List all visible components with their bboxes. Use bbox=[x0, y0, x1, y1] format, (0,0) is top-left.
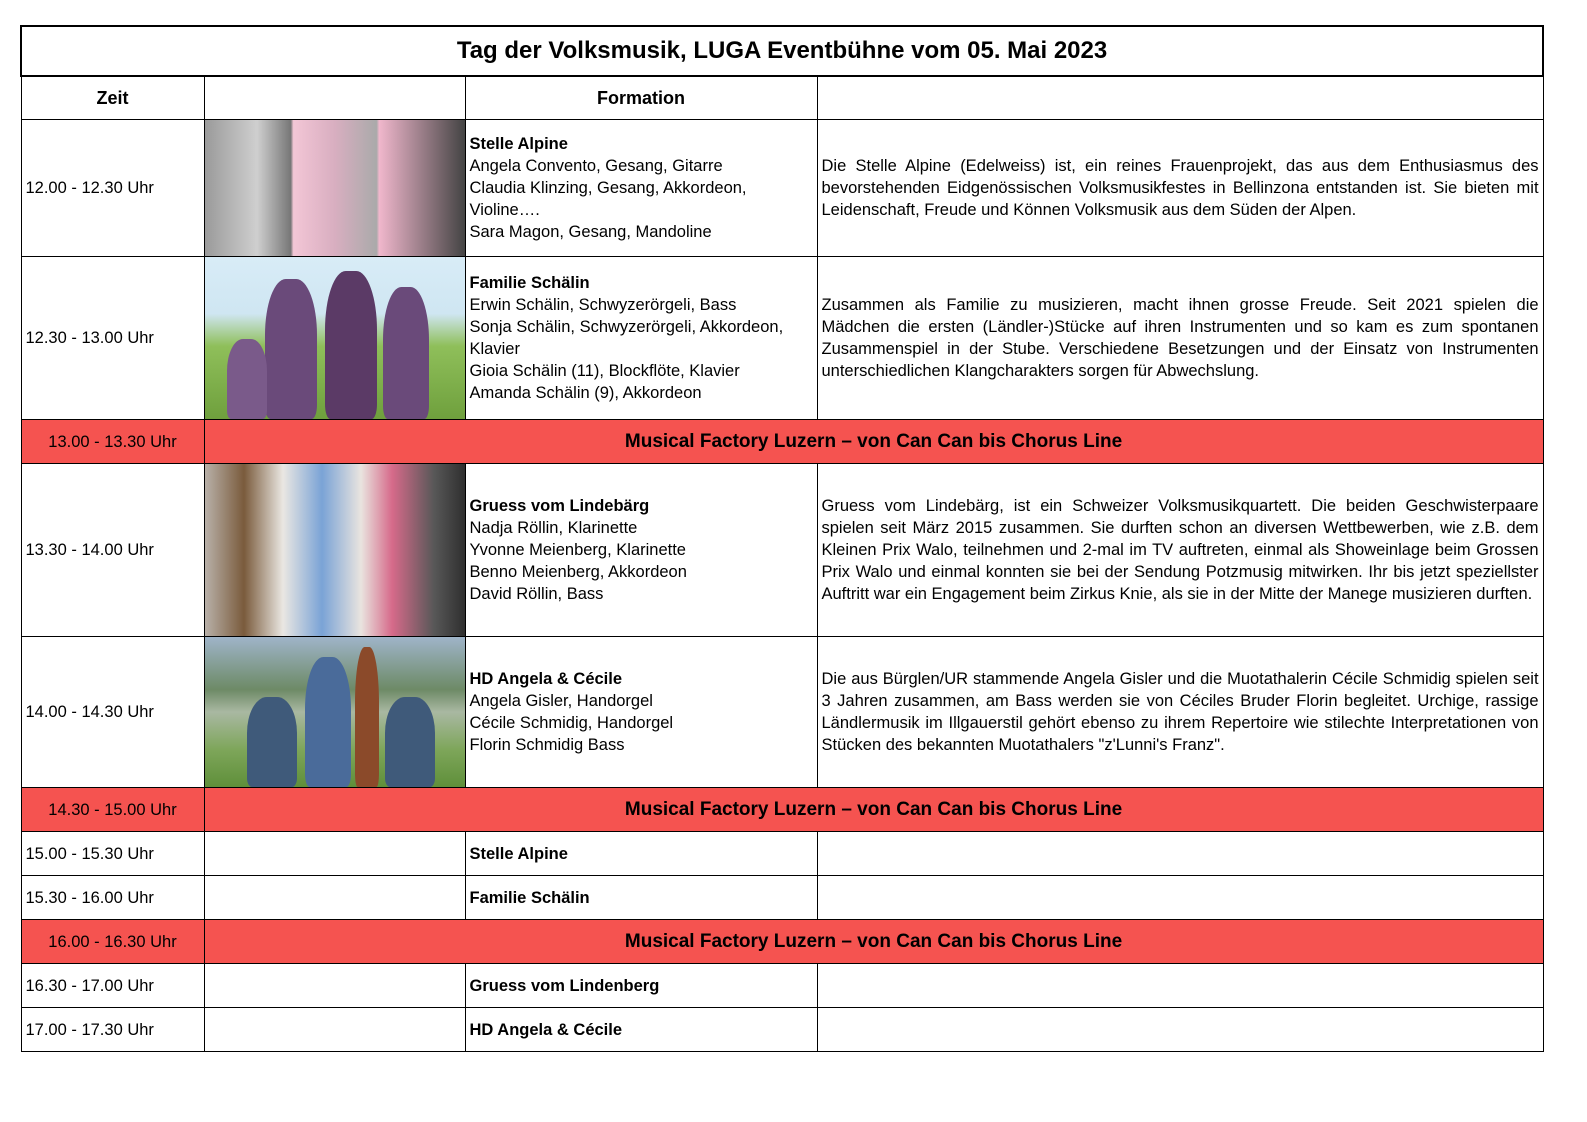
photo-cell bbox=[204, 637, 465, 788]
stelle-alpine-photo bbox=[205, 120, 465, 256]
formation-name: Familie Schälin bbox=[469, 274, 590, 292]
musical-factory-band bbox=[21, 420, 1543, 464]
header-zeit: Zeit bbox=[21, 76, 204, 120]
member-line: Sonja Schälin, Schwyzerörgeli, Akkordeon, Klavier bbox=[469, 318, 784, 358]
schedule-row bbox=[21, 876, 1543, 920]
photo-cell bbox=[204, 120, 465, 257]
schedule-row bbox=[21, 964, 1543, 1008]
empty-cell bbox=[817, 964, 1543, 1008]
description-cell: Gruess vom Lindebärg, ist ein Schweizer Volksmusikquartett. Die beiden Geschwisterpaare spielen seit März 2015 zusammen. Sie durften schon an diversen Wettbewerben, wie z.B. dem Kleinen Prix Walo, teilnehmen und 2-mal im TV auftreten, einmal als Showeinlage beim Grossen Prix Walo und einmal konnten sie bei der Sendung Potzmusig mitwirken. Ihr bis jetzt speziellster Auftritt war ein Engagement beim Zirkus Knie, als sie in der Mitte der Manege musizieren durften. bbox=[817, 464, 1543, 637]
schedule-row bbox=[21, 257, 1543, 420]
formation-name: Gruess vom Lindebärg bbox=[469, 497, 650, 515]
band-title: Musical Factory Luzern – von Can Can bis Chorus Line bbox=[204, 788, 1543, 832]
band-title: Musical Factory Luzern – von Can Can bis Chorus Line bbox=[204, 420, 1543, 464]
member-line: Yvonne Meienberg, Klarinette bbox=[469, 541, 686, 559]
empty-cell bbox=[204, 832, 465, 876]
time-cell: 16.30 - 17.00 Uhr bbox=[21, 964, 204, 1008]
member-line: Sara Magon, Gesang, Mandoline bbox=[469, 223, 712, 241]
band-time: 14.30 - 15.00 Uhr bbox=[21, 788, 204, 832]
member-line: Amanda Schälin (9), Akkordeon bbox=[469, 384, 702, 402]
photo-cell bbox=[204, 257, 465, 420]
empty-cell bbox=[817, 876, 1543, 920]
band-title: Musical Factory Luzern – von Can Can bis Chorus Line bbox=[204, 920, 1543, 964]
time-cell: 12.30 - 13.00 Uhr bbox=[21, 257, 204, 420]
empty-cell bbox=[204, 876, 465, 920]
description-cell: Die aus Bürglen/UR stammende Angela Gisler und die Muotathalerin Cécile Schmidig spielen seit 3 Jahren zusammen, am Bass werden sie von Céciles Bruder Florin begleitet. Urchige, rassige Ländlermusik im Illgauerstil gehört ebenso zu ihrem Repertoire wie stilechte Interpretationen von Stücken des bekannten Muotathalers "z'Lunni's Franz". bbox=[817, 637, 1543, 788]
member-line: Angela Convento, Gesang, Gitarre bbox=[469, 157, 723, 175]
empty-cell bbox=[817, 1008, 1543, 1052]
schedule-row bbox=[21, 832, 1543, 876]
schedule-row bbox=[21, 120, 1543, 257]
schedule-row bbox=[21, 464, 1543, 637]
formation-cell bbox=[465, 637, 817, 788]
member-line: Gioia Schälin (11), Blockflöte, Klavier bbox=[469, 362, 740, 380]
member-line: David Röllin, Bass bbox=[469, 585, 604, 603]
formation-name: Stelle Alpine bbox=[469, 135, 568, 153]
schedule-row bbox=[21, 1008, 1543, 1052]
time-cell: 17.00 - 17.30 Uhr bbox=[21, 1008, 204, 1052]
band-time: 13.00 - 13.30 Uhr bbox=[21, 420, 204, 464]
member-line: Cécile Schmidig, Handorgel bbox=[469, 714, 674, 732]
hd-angela-cecile-photo bbox=[205, 637, 465, 787]
member-line: Benno Meienberg, Akkordeon bbox=[469, 563, 687, 581]
formation-name: Familie Schälin bbox=[465, 876, 817, 920]
header-image bbox=[204, 76, 465, 120]
time-cell: 14.00 - 14.30 Uhr bbox=[21, 637, 204, 788]
formation-name: HD Angela & Cécile bbox=[465, 1008, 817, 1052]
empty-cell bbox=[817, 832, 1543, 876]
formation-name: Stelle Alpine bbox=[465, 832, 817, 876]
header-row bbox=[21, 76, 1543, 120]
formation-name: HD Angela & Cécile bbox=[469, 670, 623, 688]
empty-cell bbox=[204, 964, 465, 1008]
header-description bbox=[817, 76, 1543, 120]
formation-cell bbox=[465, 257, 817, 420]
time-cell: 12.00 - 12.30 Uhr bbox=[21, 120, 204, 257]
header-formation: Formation bbox=[465, 76, 817, 120]
formation-cell bbox=[465, 120, 817, 257]
description-cell: Die Stelle Alpine (Edelweiss) ist, ein reines Frauenprojekt, das aus dem Enthusiasmus des bevorstehenden Eidgenössischen Volksmusikfestes in Bellinzona entstanden ist. Sie bieten mit Leidenschaft, Freude und Können Volksmusik aus dem Süden der Alpen. bbox=[817, 120, 1543, 257]
time-cell: 15.00 - 15.30 Uhr bbox=[21, 832, 204, 876]
member-line: Nadja Röllin, Klarinette bbox=[469, 519, 638, 537]
musical-factory-band bbox=[21, 920, 1543, 964]
time-cell: 15.30 - 16.00 Uhr bbox=[21, 876, 204, 920]
formation-cell bbox=[465, 464, 817, 637]
photo-cell bbox=[204, 464, 465, 637]
band-time: 16.00 - 16.30 Uhr bbox=[21, 920, 204, 964]
schedule-table bbox=[20, 25, 1544, 1052]
familie-schaelin-photo bbox=[205, 257, 465, 419]
description-cell: Zusammen als Familie zu musizieren, macht ihnen grosse Freude. Seit 2021 spielen die Mädchen die ersten (Ländler-)Stücke auf ihren Instrumenten und so kam es zum spontanen Zusammenspiel in der Stube. Verschiedene Besetzungen und der Einsatz von Instrumenten unterschiedlichen Klangcharakters sorgen für Abwechslung. bbox=[817, 257, 1543, 420]
member-line: Claudia Klinzing, Gesang, Akkordeon, Violine…. bbox=[469, 179, 747, 219]
member-line: Florin Schmidig Bass bbox=[469, 736, 625, 754]
formation-name: Gruess vom Lindenberg bbox=[465, 964, 817, 1008]
page-title: Tag der Volksmusik, LUGA Eventbühne vom 05. Mai 2023 bbox=[21, 26, 1543, 76]
schedule-row bbox=[21, 637, 1543, 788]
musical-factory-band bbox=[21, 788, 1543, 832]
empty-cell bbox=[204, 1008, 465, 1052]
gruess-vom-lindebaerg-photo bbox=[205, 464, 465, 636]
member-line: Angela Gisler, Handorgel bbox=[469, 692, 653, 710]
time-cell: 13.30 - 14.00 Uhr bbox=[21, 464, 204, 637]
member-line: Erwin Schälin, Schwyzerörgeli, Bass bbox=[469, 296, 737, 314]
